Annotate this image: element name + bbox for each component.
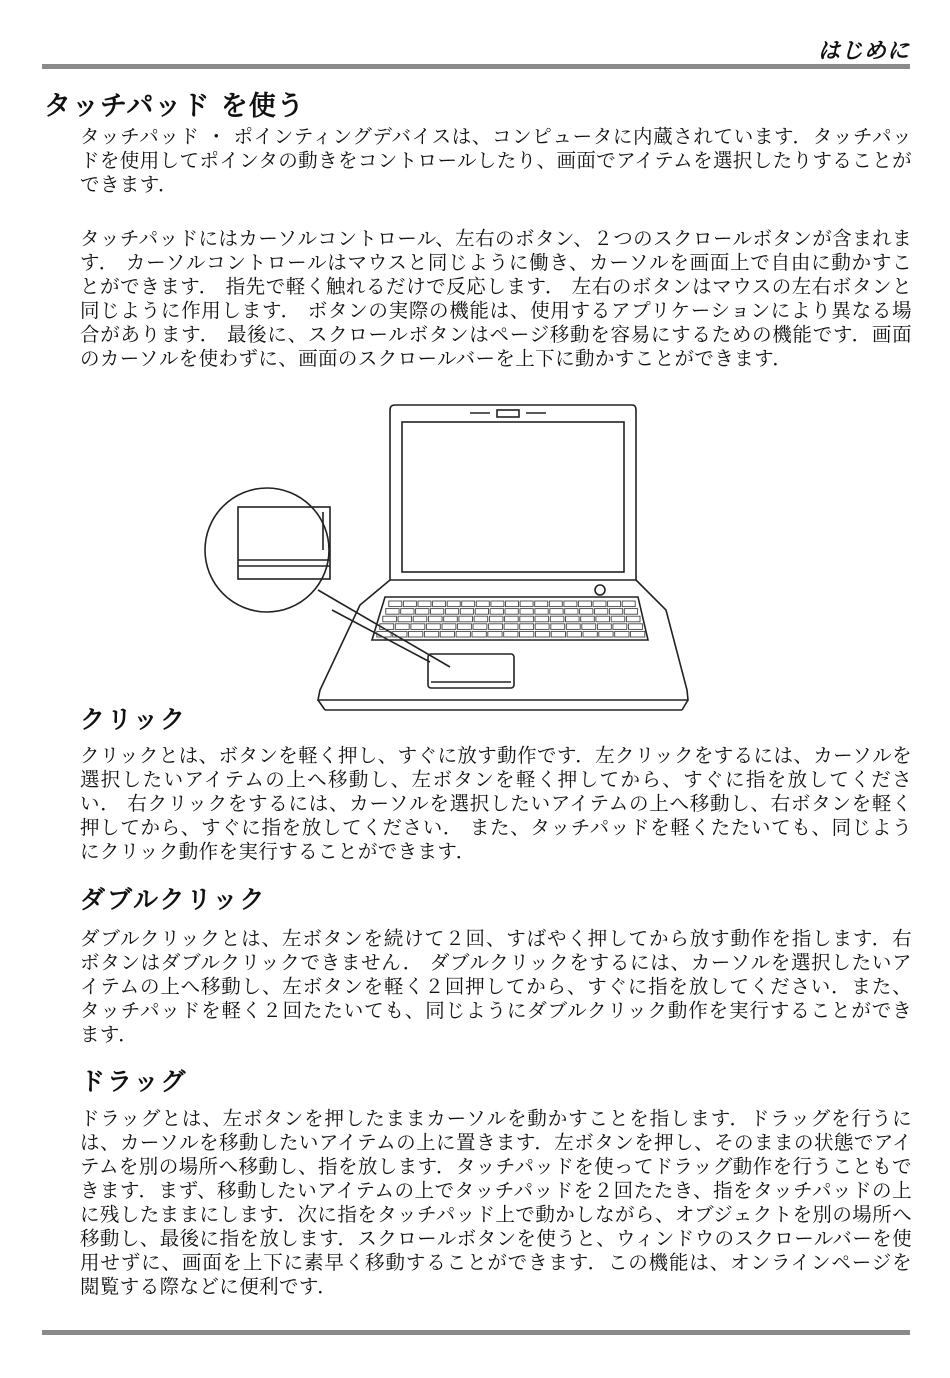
click-paragraph: クリックとは、ボタンを軽く押し、すぐに放す動作です．左クリックをするには、カーソルを選択したいアイテムの上へ移動し、左ボタンを軽く押してから、すぐに指を放してください． 右クリックをするには、カーソルを選択したいアイテムの上へ移動し、右ボタンを軽く押してから、すぐに指を放してください． また、タッチパッドを軽くたたいても、同じようにクリック動作を実行することができます． xyxy=(80,744,912,863)
keyboard-key xyxy=(489,616,503,622)
keyboard-key xyxy=(520,616,534,622)
keyboard-key xyxy=(578,601,591,607)
keyboard-key xyxy=(426,624,440,630)
keyboard-key xyxy=(549,601,562,607)
drag-paragraph: ドラッグとは、左ボタンを押したままカーソルを動かすことを指します．ドラッグを行うには、カーソルを移動したいアイテムの上に置きます．左ボタンを押し、そのままの状態でアイテムを別の場所へ移動し、指を放します．タッチパッドを使ってドラッグ動作を行うこともできます．まず、移動したいアイテムの上でタッチパッドを２回たたき、指をタッチパッドの上に残したままにします．次に指をタッチパッド上で動かしながら、オブジェクトを別の場所へ移動し、最後に指を放します．スクロールボタンを使うと、ウィンドウのスクロールバーを使用せずに、画面を上下に素早く移動することができます．この機能は、オンラインページを閲覧する際などに便利です． xyxy=(80,1107,912,1298)
keyboard-key xyxy=(488,631,502,637)
keyboard-key xyxy=(416,609,429,615)
keyboard-key xyxy=(444,616,458,622)
keyboard-key xyxy=(565,609,578,615)
footer-rule xyxy=(42,1330,910,1335)
keyboard-key xyxy=(401,609,414,615)
keyboard-key xyxy=(597,624,611,630)
keyboard-key xyxy=(583,631,597,637)
keyboard-key xyxy=(550,616,564,622)
keyboard-key xyxy=(613,624,627,630)
section-title: タッチパッド を使う xyxy=(44,91,305,122)
keyboard-key xyxy=(520,624,534,630)
keyboard-key xyxy=(593,601,606,607)
keyboard-key xyxy=(566,624,580,630)
keyboard-key xyxy=(389,601,402,607)
keyboard-key xyxy=(599,631,613,637)
keyboard-key xyxy=(551,631,565,637)
keyboard-key xyxy=(550,609,563,615)
keyboard-key xyxy=(429,616,443,622)
page-header-title: はじめに xyxy=(817,39,910,64)
keyboard-key xyxy=(551,624,565,630)
keyboard-key xyxy=(626,616,640,622)
keyboard-key xyxy=(460,609,473,615)
keyboard-key xyxy=(629,624,643,630)
keyboard-key xyxy=(395,624,409,630)
keyboard-key xyxy=(442,624,456,630)
keyboard-key xyxy=(383,616,397,622)
keyboard-key xyxy=(459,616,473,622)
keyboard-key xyxy=(608,601,621,607)
keyboard-key xyxy=(504,631,518,637)
keyboard-key xyxy=(567,631,581,637)
keyboard-key xyxy=(611,616,625,622)
keyboard-key xyxy=(504,624,518,630)
keyboard-key xyxy=(595,609,608,615)
keyboard-key xyxy=(535,631,549,637)
keyboard-key xyxy=(433,601,446,607)
double-click-heading: ダブルクリック xyxy=(80,885,267,914)
keyboard-key xyxy=(413,616,427,622)
keyboard-key xyxy=(386,609,399,615)
keyboard-key xyxy=(580,609,593,615)
keyboard-key xyxy=(409,631,423,637)
keyboard-key xyxy=(535,624,549,630)
keyboard-key xyxy=(520,609,533,615)
keyboard-key xyxy=(458,624,472,630)
keyboard-key xyxy=(622,601,635,607)
keyboard-key xyxy=(431,609,444,615)
keyboard-key xyxy=(403,601,416,607)
keyboard-key xyxy=(424,631,438,637)
keyboard-key xyxy=(473,624,487,630)
keyboard-key xyxy=(520,601,533,607)
keyboard-key xyxy=(398,616,412,622)
keyboard-key xyxy=(631,631,645,637)
keyboard-key xyxy=(581,616,595,622)
keyboard-key xyxy=(474,616,488,622)
laptop-touchpad-illustration xyxy=(200,400,700,715)
keyboard-key xyxy=(520,631,534,637)
click-heading: クリック xyxy=(80,705,188,734)
keyboard-key xyxy=(609,609,622,615)
keyboard-key xyxy=(615,631,629,637)
keyboard-key xyxy=(506,601,519,607)
keyboard-key xyxy=(596,616,610,622)
header-rule xyxy=(42,64,910,69)
keyboard-key xyxy=(535,609,548,615)
keyboard-key xyxy=(489,624,503,630)
keyboard-key xyxy=(564,601,577,607)
keyboard-key xyxy=(505,609,518,615)
keyboard-key xyxy=(476,601,489,607)
keyboard-key xyxy=(472,631,486,637)
keyboard-key xyxy=(535,616,549,622)
keyboard-key xyxy=(440,631,454,637)
keyboard-key xyxy=(445,609,458,615)
drag-heading: ドラッグ xyxy=(80,1067,188,1096)
intro-paragraph-2: タッチパッドにはカーソルコントロール、左右のボタン、２つのスクロールボタンが含まれます． カーソルコントロールはマウスと同じように働き、カーソルを画面上で自由に動かすことができます． 指先で軽く触れるだけで反応します． 左右のボタンはマウスの左右ボタンと同じように作用します． ボタンの実際の機能は、使用するアプリケーションにより異なる場合があります． 最後に、スクロールボタンはページ移動を容易にするための機能です．画面のカーソルを使わずに、画面のスクロールバーを上下に動かすことができます． xyxy=(80,227,912,370)
keyboard-key xyxy=(475,609,488,615)
keyboard-key xyxy=(582,624,596,630)
keyboard-key xyxy=(456,631,470,637)
keyboard-key xyxy=(566,616,580,622)
keyboard-key xyxy=(491,601,504,607)
intro-paragraph-1: タッチパッド ・ ポインティングデバイスは、コンピュータに内蔵されています．タッチパッドを使用してポインタの動きをコントロールしたり、画面でアイテムを選択したりすることができます． xyxy=(80,125,912,196)
keyboard-key xyxy=(418,601,431,607)
keyboard-key xyxy=(447,601,460,607)
double-click-paragraph: ダブルクリックとは、左ボタンを続けて２回、すばやく押してから放す動作を指します．右ボタンはダブルクリックできません． ダブルクリックをするには、カーソルを選択したいアイテムの上へ移動し、左ボタンを軽く２回押してから、すぐに指を放してください．また、タッチパッドを軽く２回たたいても、同じようにダブルクリック動作を実行することができます． xyxy=(80,927,912,1046)
keyboard-key xyxy=(624,609,637,615)
keyboard-key xyxy=(490,609,503,615)
keyboard-key xyxy=(462,601,475,607)
keyboard-key xyxy=(535,601,548,607)
keyboard-key xyxy=(505,616,519,622)
keyboard-key xyxy=(411,624,425,630)
